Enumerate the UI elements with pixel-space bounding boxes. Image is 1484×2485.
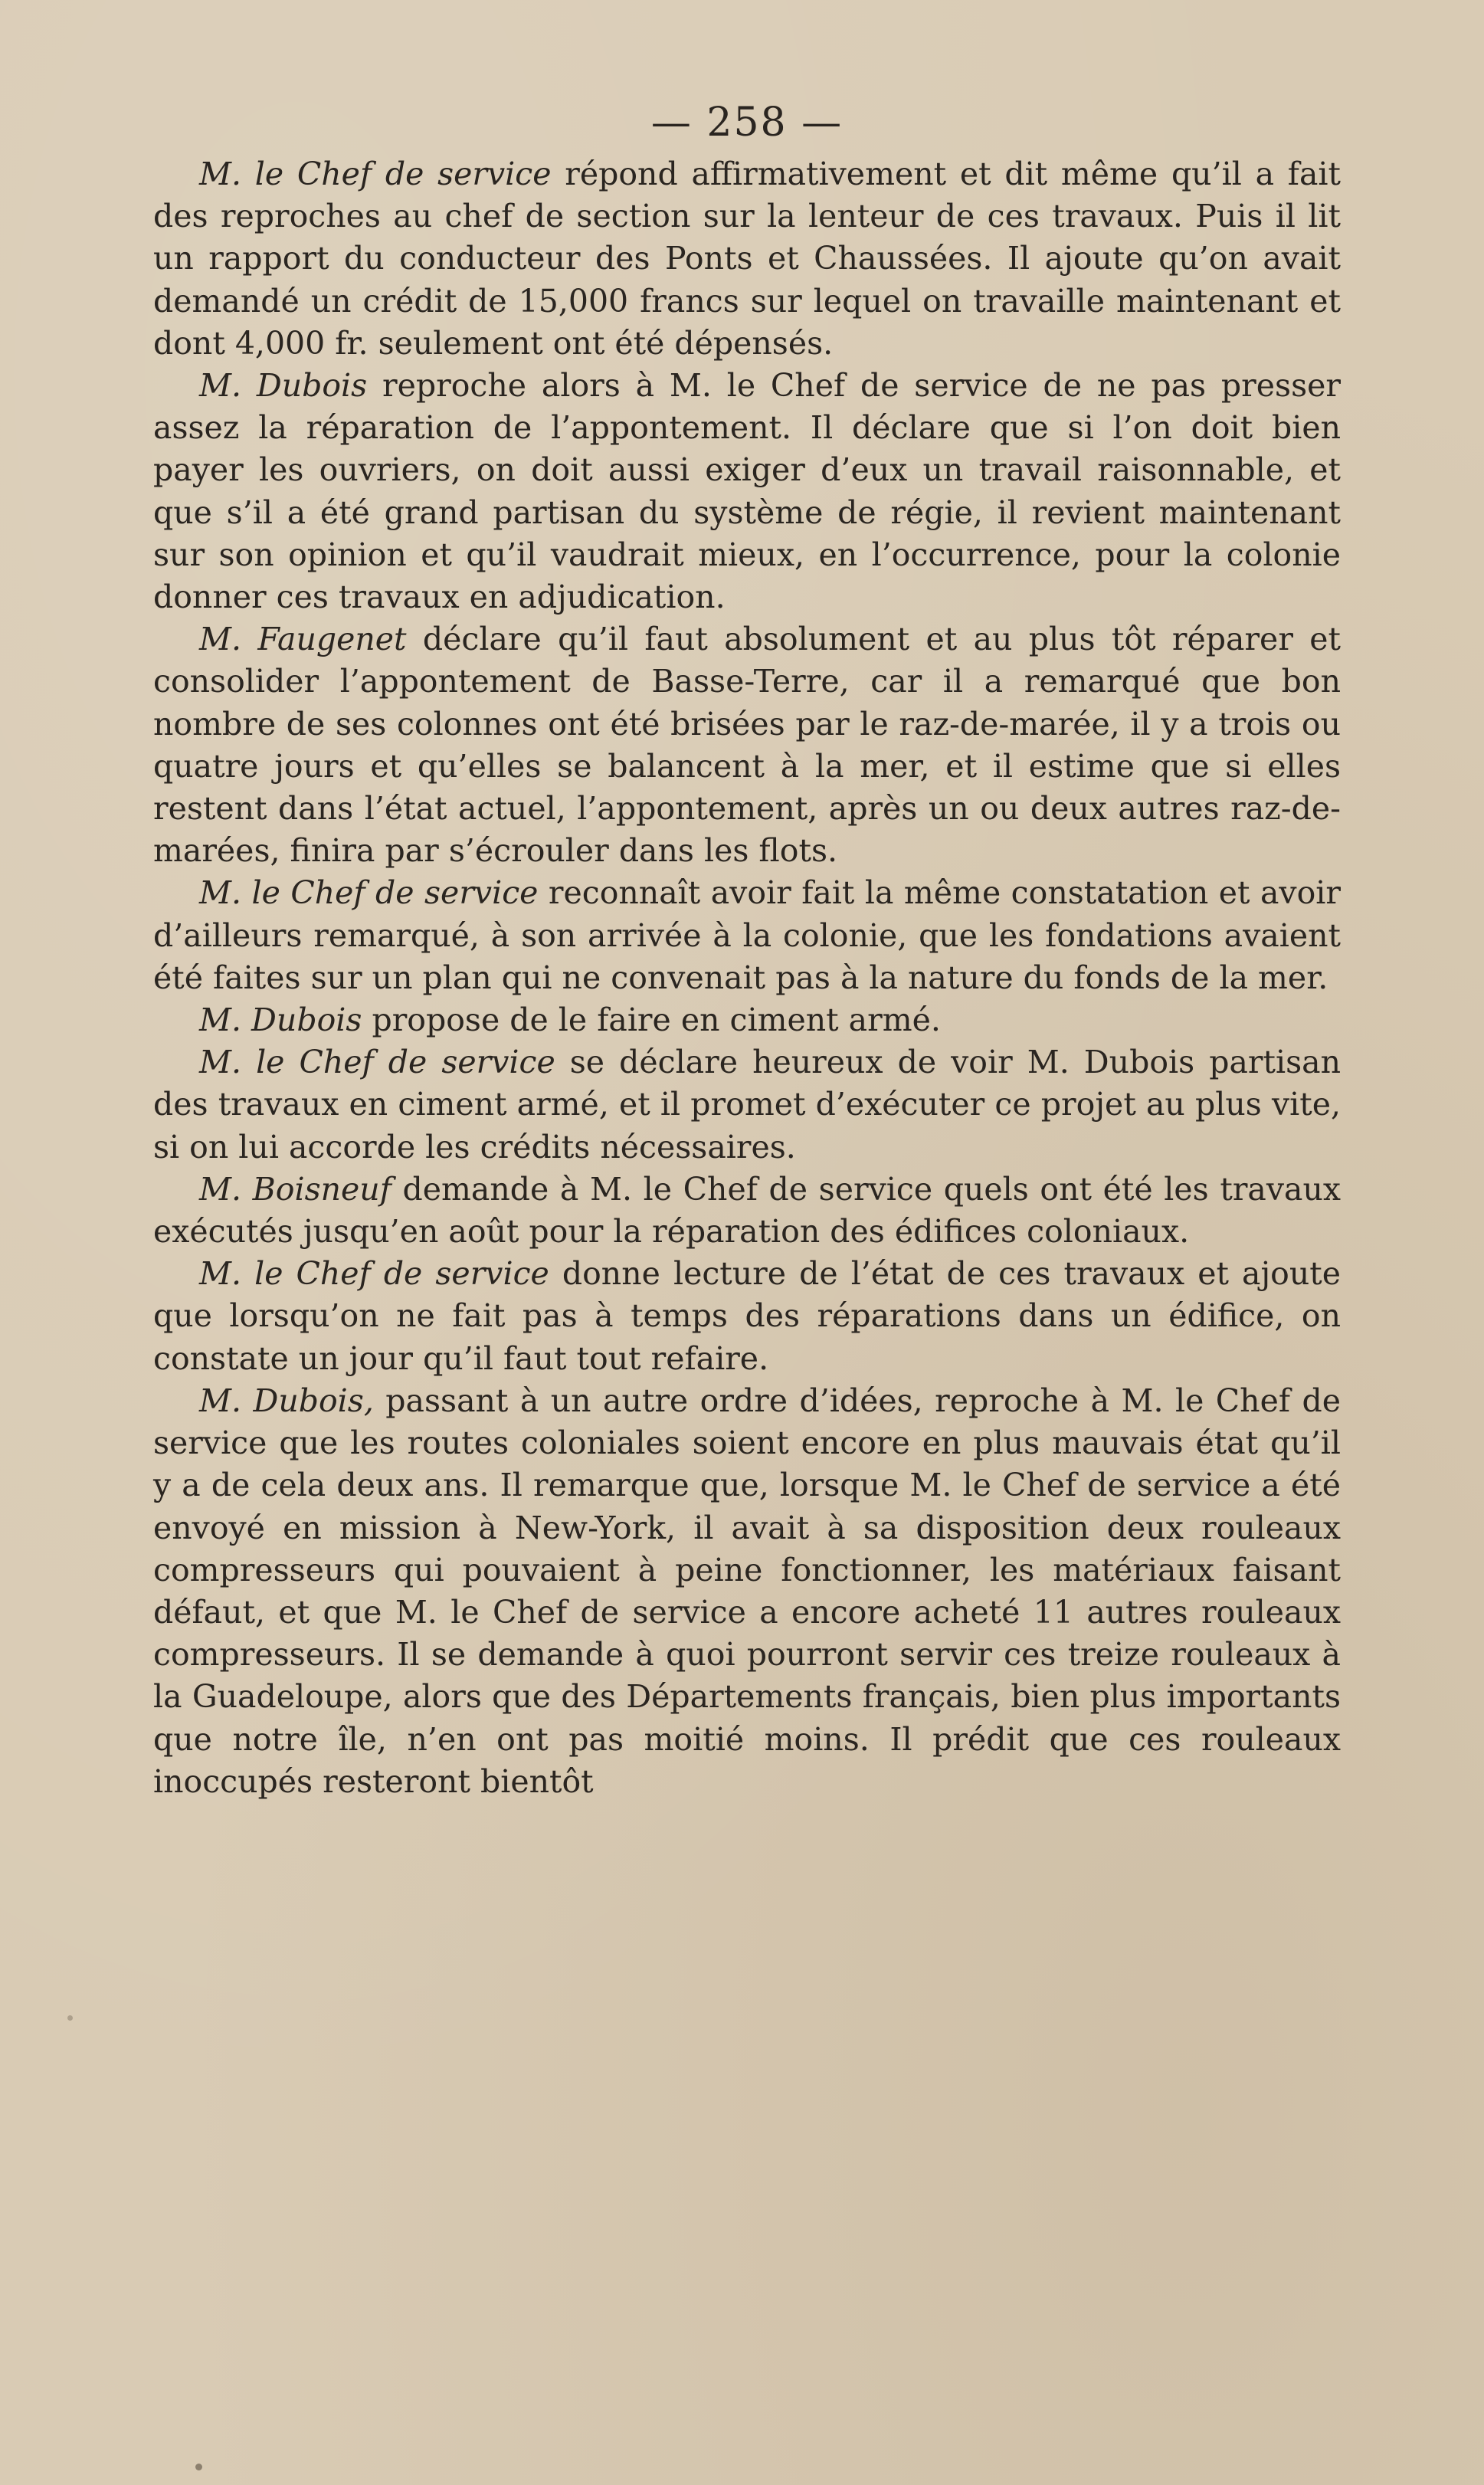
speaker-name: M. Boisneuf [199, 1170, 391, 1208]
paper-speck [67, 2015, 73, 2021]
paragraph [153, 1253, 1341, 1380]
paragraph [153, 872, 1341, 999]
paragraph-text: reconnaît avoir fait la même constatation et avoir d’ailleurs remarqué, à son arrivée à la colonie, que les fondations avaient été faites sur un plan qui ne convenait pas à la nature du fonds de la mer. [153, 874, 1341, 996]
paragraph-text: se déclare heureux de voir M. Dubois partisan des travaux en ciment armé, et il promet d’exécuter ce projet au plus vite, si on lui accorde les crédits nécessaires. [153, 1044, 1341, 1165]
paragraph [153, 999, 1341, 1041]
speaker-name: M. Dubois, [199, 1382, 374, 1419]
page-number: — 258 — [650, 100, 844, 146]
paragraph [153, 1169, 1341, 1253]
paragraph-text: déclare qu’il faut absolument et au plus tôt réparer et consolider l’appontement de Basse-Terre, car il a remarqué que bon nombre de ses colonnes ont été brisées par le raz-de-marée, il y a trois ou quatre jours et qu’elles se balancent à la mer, et il estime que si elles restent dans l’état actuel, l’appontement, après un ou deux autres raz-de-marées, finira par s’écrouler dans les flots. [153, 621, 1341, 870]
paragraph-text: répond affirmativement et dit même qu’il a fait des reproches au chef de section sur la lenteur de ces travaux. Puis il lit un rapport du conducteur des Ponts et Chaussées. Il ajoute qu’on avait demandé un crédit de 15,000 francs sur lequel on travaille maintenant et dont 4,000 fr. seulement ont été dépensés. [153, 156, 1341, 362]
speaker-name: M. Dubois [199, 1002, 362, 1039]
paragraph-text: propose de le faire en ciment armé. [362, 1002, 941, 1039]
paragraph [153, 618, 1341, 872]
speaker-name: M. le Chef de service [199, 156, 552, 192]
paragraph [153, 365, 1341, 618]
paragraph [153, 1041, 1341, 1169]
paragraph-text: demande à M. le Chef de service quels ont été les travaux exécutés jusqu’en août pour la réparation des édifices coloniaux. [153, 1170, 1341, 1251]
speaker-name: M. le Chef de service [199, 1255, 549, 1293]
paragraph [153, 1380, 1341, 1803]
paper-speck [195, 2464, 202, 2470]
paragraph-text: reproche alors à M. le Chef de service de ne pas presser assez la réparation de l’appontement. Il déclare que si l’on doit bien payer les ouvriers, on doit aussi exiger d’eux un travail raisonnable, et que s’il a été grand partisan du système de régie, il revient maintenant sur son opinion et qu’il vaudrait mieux, en l’occurrence, pour la colonie donner ces travaux en adjudication. [153, 367, 1341, 616]
paragraph-text: donne lecture de l’état de ces travaux et ajoute que lorsqu’on ne fait pas à temps des réparations dans un édifice, on constate un jour qu’il faut tout refaire. [153, 1255, 1341, 1377]
speaker-name: M. le Chef de service [199, 874, 539, 912]
paragraph-text: passant à un autre ordre d’idées, reproche à M. le Chef de service que les routes coloniales soient encore en plus mauvais état qu’il y a de cela deux ans. Il remarque que, lorsque M. le Chef de service a été envoyé en mission à New-York, il avait à sa disposition deux rouleaux compresseurs qui pouvaient à peine fonctionner, les matériaux faisant défaut, et que M. le Chef de service a encore acheté 11 autres rouleaux compresseurs. Il se demande à quoi pourront servir ces treize rouleaux à la Guadeloupe, alors que des Départements français, bien plus importants que notre île, n’en ont pas moitié moins. Il prédit que ces rouleaux inoccupés resteront bientôt [153, 1382, 1341, 1800]
speaker-name: M. Faugenet [199, 621, 407, 658]
speaker-name: M. le Chef de service [199, 1044, 555, 1081]
document-page [153, 100, 1341, 2429]
speaker-name: M. Dubois [199, 367, 368, 405]
paragraph [153, 153, 1341, 365]
